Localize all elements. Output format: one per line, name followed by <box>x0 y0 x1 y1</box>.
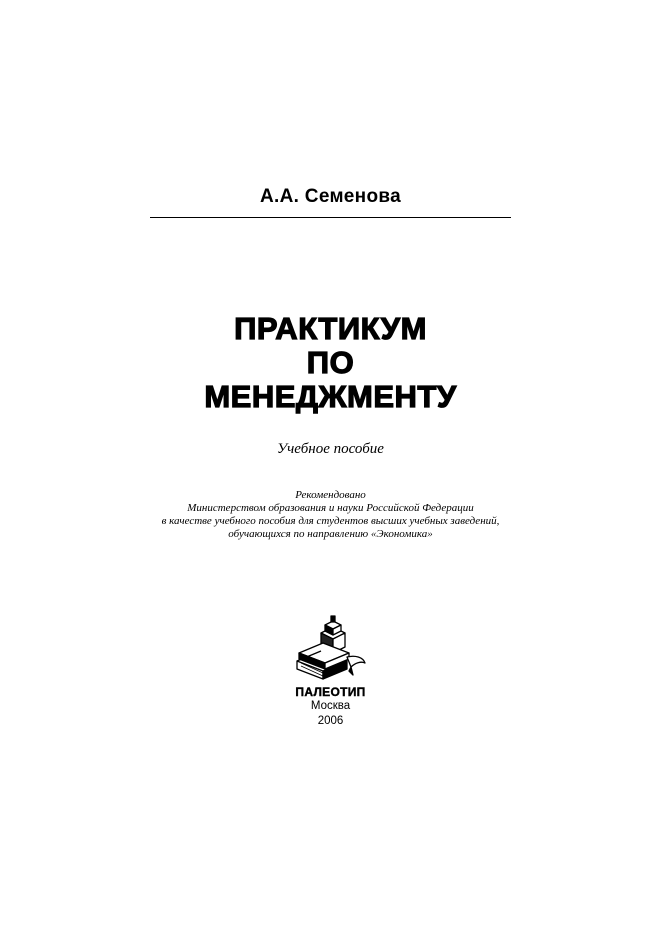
book-subtitle: Учебное пособие <box>277 441 384 457</box>
recommendation-line-1: Рекомендовано <box>295 489 366 501</box>
recommendation-line-2: Министерством образования и науки Российской Федерации <box>187 502 474 514</box>
title-line-2: ПО <box>306 345 355 380</box>
title-line-1: ПРАКТИКУМ <box>234 311 427 346</box>
author-name: А.А. Семенова <box>260 186 401 207</box>
publisher-name: ПАЛЕОТИП <box>295 685 366 699</box>
publication-year: 2006 <box>317 715 344 727</box>
publisher-logo-icon <box>293 613 369 683</box>
publisher-city: Москва <box>310 700 351 712</box>
book-title <box>0 312 661 414</box>
recommendation-line-4: обучающихся по направлению «Экономика» <box>228 528 433 540</box>
author-divider <box>150 217 511 218</box>
title-line-3: МЕНЕДЖМЕНТУ <box>204 379 457 414</box>
recommendation-block <box>0 489 661 541</box>
recommendation-line-3: в качестве учебного пособия для студентов высших учебных заведений, <box>161 515 500 527</box>
